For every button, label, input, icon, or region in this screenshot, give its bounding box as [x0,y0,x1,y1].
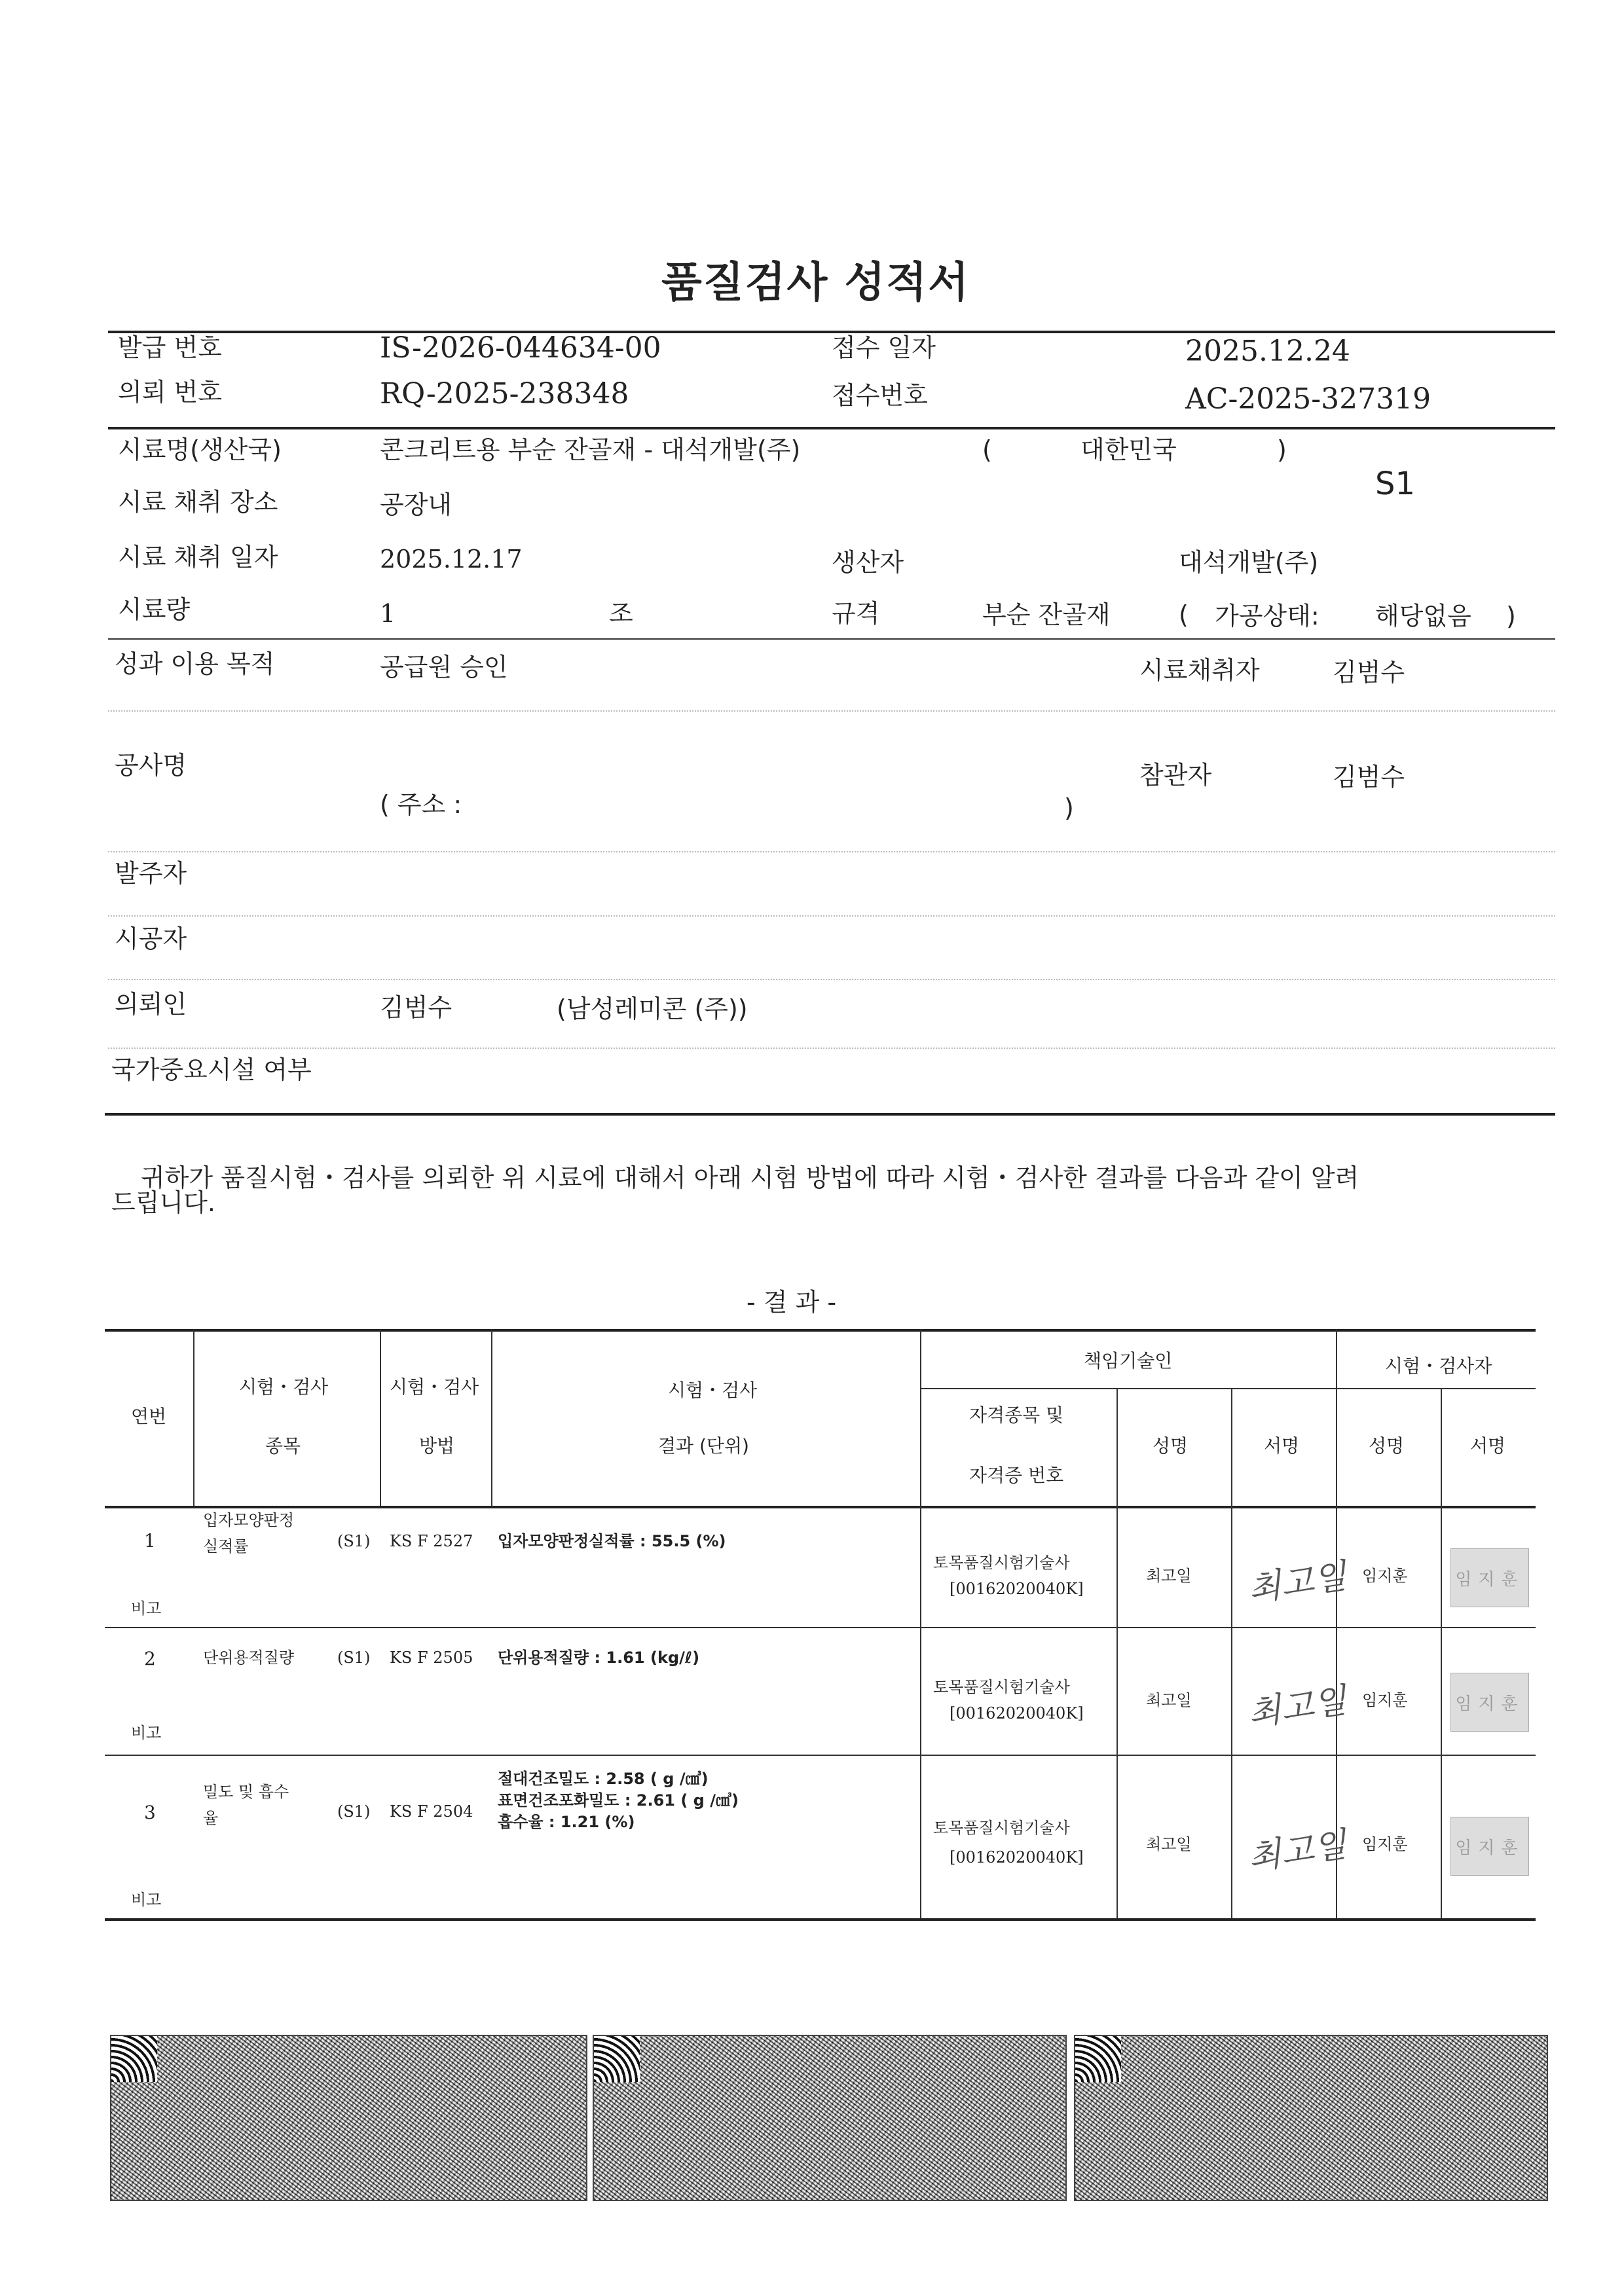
row-qual: 토목품질시험기술사 [933,1554,1070,1572]
info-bottom-rule [105,1113,1555,1116]
col-result-1: 시험・검사 [668,1379,758,1401]
requester-rule [108,1048,1555,1049]
project-label: 공사명 [115,751,187,780]
producer: 대석개발(주) [1179,548,1319,577]
row-item-1: 입자모양판정 [203,1511,295,1529]
client-label: 발주자 [115,859,187,888]
client-rule [108,915,1555,917]
col-qual-2: 자격증 번호 [969,1465,1064,1486]
contractor-rule [108,979,1555,980]
row-result-3: 흡수율 : 1.21 (%) [498,1813,635,1831]
engineer-signature: 최고일 [1246,1825,1349,1878]
observer-label: 참관자 [1139,761,1212,790]
col-qual-1: 자격종목 및 [969,1404,1064,1426]
tester-signature-stamp: 임지훈 [1450,1673,1529,1732]
purpose-rule [108,710,1555,712]
row-qual-no: [00162020040K] [950,1580,1084,1598]
results-table [105,1329,1536,1918]
sample-bottom-rule [108,638,1555,640]
qty-label: 시료량 [118,595,191,624]
national-facility-label: 국가중요시설 여부 [111,1055,312,1084]
col-item-2: 종목 [265,1435,301,1457]
notice-line-2: 드립니다. [111,1188,215,1217]
process-value: 해당없음 [1375,602,1471,630]
engineer-signature: 최고일 [1246,1556,1349,1610]
request-no-label: 의뢰 번호 [118,378,222,407]
row-method: KS F 2527 [390,1532,473,1550]
col-result-2: 결과 (단위) [658,1435,749,1457]
process-open: ( [1179,600,1189,629]
col-no: 연번 [131,1406,167,1427]
row-qual-no: [00162020040K] [950,1848,1084,1867]
receipt-date-label: 접수 일자 [832,333,936,362]
row-no: 2 [144,1648,156,1669]
row-tester: 임지훈 [1362,1691,1408,1709]
col-sign: 서명 [1264,1435,1300,1457]
col-method-1: 시험・검사 [390,1376,479,1398]
row-eng-name: 최고일 [1146,1691,1192,1709]
table-row [105,1755,1536,1918]
country-open: ( [982,435,992,464]
tester-signature-stamp: 임지훈 [1450,1817,1529,1876]
row-tester: 임지훈 [1362,1835,1408,1853]
sample-code: S1 [1375,465,1416,502]
row-qual: 토목품질시험기술사 [933,1819,1070,1837]
document-title: 품질검사 성적서 [661,259,970,307]
col-tester: 시험・검사자 [1385,1355,1492,1377]
col-method-2: 방법 [419,1435,455,1457]
table-row [105,1506,1536,1627]
date-label: 시료 채취 일자 [118,543,278,572]
spec-label: 규격 [832,599,880,628]
requester: 김범수 [380,993,452,1022]
row-result-2: 표면건조포화밀도 : 2.61 ( g /㎤) [498,1791,739,1810]
row-eng-name: 최고일 [1146,1567,1192,1585]
security-code-1 [110,2035,587,2201]
row-remark: 비고 [131,1891,162,1909]
col-tester-name: 성명 [1369,1435,1405,1457]
sample-name: 콘크리트용 부순 잔골재 - 대석개발(주) [380,435,801,464]
row-method: KS F 2504 [390,1802,473,1821]
row-item-2: 율 [203,1809,219,1827]
col-tester-sign: 서명 [1470,1435,1506,1457]
location-label: 시료 채취 장소 [118,488,278,517]
row-item-2: 실적률 [203,1537,249,1556]
row-result-1: 절대건조밀도 : 2.58 ( g /㎤) [498,1770,709,1788]
row-no: 3 [144,1802,156,1823]
row-code: (S1) [337,1802,371,1821]
tester-signature-stamp: 임지훈 [1450,1548,1529,1607]
requester-company: (남성레미콘 (주)) [557,994,748,1023]
requester-label: 의뢰인 [115,990,187,1019]
header-bottom-rule [108,427,1555,429]
results-heading: - 결 과 - [747,1288,837,1317]
address-open: ( 주소 : [380,790,462,819]
issue-no: IS-2026-044634-00 [380,331,661,365]
row-no: 1 [144,1530,156,1552]
col-name: 성명 [1153,1435,1189,1457]
security-code-2 [593,2035,1067,2201]
receipt-no: AC-2025-327319 [1185,382,1431,416]
row-item-1: 밀도 및 흡수 [203,1783,289,1801]
address-close: ) [1064,793,1074,822]
request-no: RQ-2025-238348 [380,377,629,410]
row-result-1: 단위용적질량 : 1.61 (kg/ℓ) [498,1649,700,1667]
observer: 김범수 [1333,763,1405,792]
row-qual: 토목품질시험기술사 [933,1678,1070,1696]
row-qual-no: [00162020040K] [950,1704,1084,1722]
row-method: KS F 2505 [390,1649,473,1667]
row-remark: 비고 [131,1724,162,1742]
row-tester: 임지훈 [1362,1567,1408,1585]
process-label: 가공상태: [1215,602,1320,630]
process-close: ) [1506,602,1516,630]
notice-line-1: 귀하가 품질시험・검사를 의뢰한 위 시료에 대해서 아래 시험 방법에 따라 시험・검사한 결과를 다음과 같이 알려 [141,1163,1359,1192]
security-code-3 [1074,2035,1548,2201]
receipt-no-label: 접수번호 [832,381,928,410]
col-item-1: 시험・검사 [239,1376,329,1398]
spec: 부순 잔골재 [982,600,1111,629]
sampler: 김범수 [1333,658,1405,687]
contractor-label: 시공자 [115,924,187,953]
row-item-1: 단위용적질량 [203,1649,295,1667]
purpose: 공급원 승인 [380,653,508,682]
row-result-1: 입자모양판정실적률 : 55.5 (%) [498,1532,726,1550]
purpose-label: 성과 이용 목적 [115,649,275,678]
qty-unit: 조 [609,599,633,628]
receipt-date: 2025.12.24 [1185,335,1350,368]
col-engineer: 책임기술인 [1084,1350,1173,1372]
row-code: (S1) [337,1649,371,1667]
sampler-label: 시료채취자 [1139,656,1260,685]
project-rule [108,851,1555,852]
sample-date: 2025.12.17 [380,545,523,574]
row-code: (S1) [337,1532,371,1550]
qty: 1 [380,599,396,628]
sample-name-label: 시료명(생산국) [118,435,282,464]
engineer-signature: 최고일 [1246,1681,1349,1734]
row-eng-name: 최고일 [1146,1835,1192,1853]
sample-country: 대한민국 [1080,435,1177,464]
country-close: ) [1277,435,1287,464]
issue-no-label: 발급 번호 [118,333,222,362]
sample-location: 공장내 [380,490,452,519]
row-remark: 비고 [131,1599,162,1618]
producer-label: 생산자 [832,548,904,577]
table-row [105,1627,1536,1755]
